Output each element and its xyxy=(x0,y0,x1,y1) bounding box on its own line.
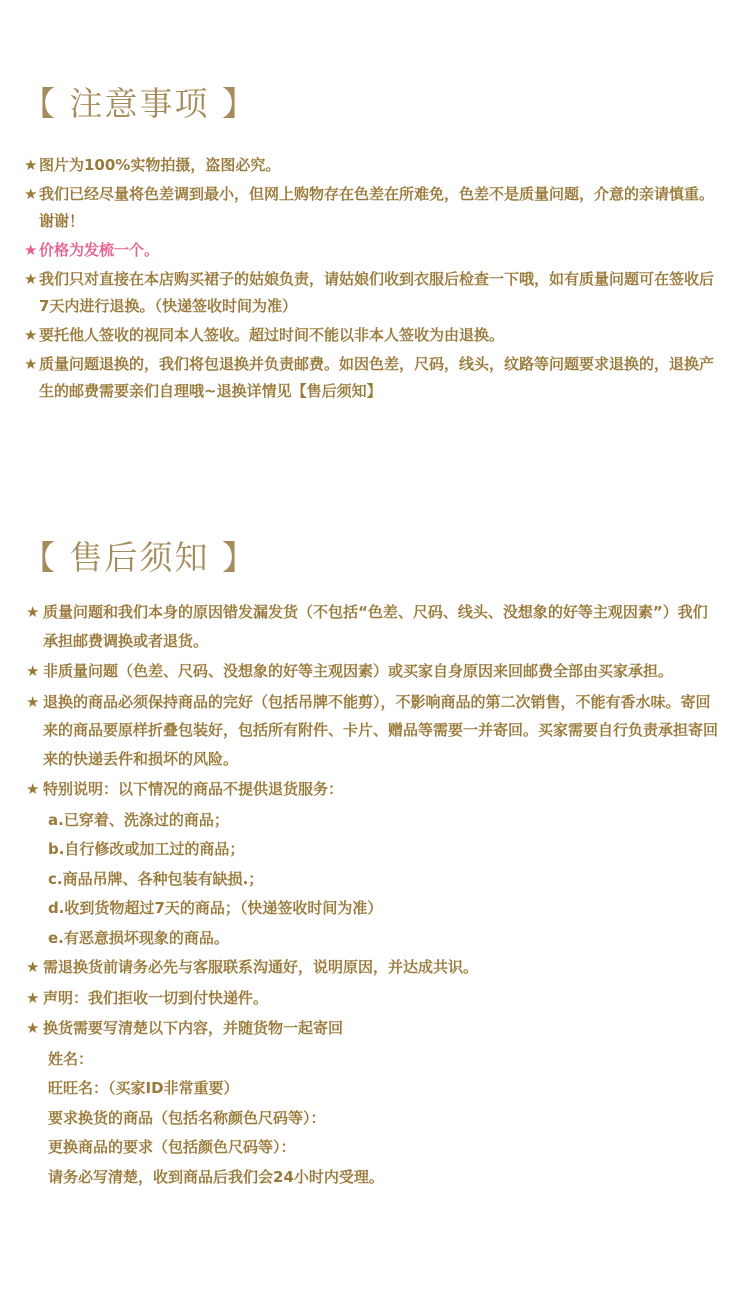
notice-list xyxy=(24,152,720,407)
aftersale-item: ★ 退换的商品必须保持商品的完好（包括吊牌不能剪），不影响商品的第二次销售，不能有香水味。寄回来的商品要原样折叠包装好，包括所有附件、卡片、赠品等需要一并寄回。买家需要自行负责承担寄回来的快递丢件和损坏的风险。 xyxy=(26,688,722,774)
condition-c: c.商品吊牌、各种包装有缺损.； xyxy=(48,869,264,888)
condition-a: a.已穿着、洗涤过的商品； xyxy=(48,810,229,829)
notice-item: ★ 我们已经尽量将色差调到最小，但网上购物存在色差在所难免，色差不是质量问题，介意的亲请慎重。谢谢！ xyxy=(24,181,720,235)
form-line-wangwang: 旺旺名：（买家ID非常重要） xyxy=(48,1079,239,1097)
aftersale-item: ★ 质量问题和我们本身的原因错发漏发货（不包括“色差、尺码、线头、没想象的好等主观因素”）我们承担邮费调换或者退货。 xyxy=(26,598,722,655)
notice-item: ★ 图片为100%实物拍摄，盗图必究。 xyxy=(24,152,720,179)
star-icon: ★ xyxy=(26,603,40,621)
condition-d: d.收到货物超过7天的商品；（快递签收时间为准） xyxy=(48,899,383,917)
aftersale-item: ★ 换货需要写清楚以下内容，并随货物一起寄回 xyxy=(26,1014,722,1043)
star-icon: ★ xyxy=(26,988,40,1007)
aftersale-item: ★ 非质量问题（色差、尺码、没想象的好等主观因素）或买家自身原因来回邮费全部由买家承担。 xyxy=(26,657,722,686)
condition-b: b.自行修改或加工过的商品； xyxy=(48,840,245,858)
star-icon: ★ xyxy=(24,326,38,344)
notice-item: ★ 要托他人签收的视同本人签收。超过时间不能以非本人签收为由退换。 xyxy=(24,322,720,349)
star-icon: ★ xyxy=(26,662,40,680)
star-icon: ★ xyxy=(24,270,38,288)
star-icon: ★ xyxy=(24,156,38,174)
aftersale-item: ★ 需退换货前请务必先与客服联系沟通好，说明原因，并达成共识。 xyxy=(26,953,722,982)
star-icon: ★ xyxy=(24,241,38,259)
notice-item: ★ 质量问题退换的，我们将包退换并负责邮费。如因色差，尺码，线头，纹路等问题要求退换的，退换产生的邮费需要亲们自理哦~退换详情见【售后须知】 xyxy=(24,351,720,405)
notice-item: ★ 我们只对直接在本店购买裙子的姑娘负责，请姑娘们收到衣服后检查一下哦，如有质量问题可在签收后7天内进行退换。（快递签收时间为准） xyxy=(24,266,720,320)
form-line-name: 姓名： xyxy=(48,1049,94,1068)
star-icon: ★ xyxy=(24,355,38,373)
form-line-product: 要求换货的商品（包括名称颜色尺码等）： xyxy=(48,1108,326,1127)
star-icon: ★ xyxy=(26,780,40,798)
aftersale-item: ★ 特别说明：以下情况的商品不提供退货服务： xyxy=(26,775,722,804)
star-icon: ★ xyxy=(26,958,40,976)
notice-item-price: ★ 价格为发梳一个。 xyxy=(24,237,720,264)
form-line-requirement: 更换商品的要求（包括颜色尺码等）： xyxy=(48,1138,296,1156)
aftersale-list xyxy=(26,598,722,1192)
star-icon: ★ xyxy=(24,185,38,203)
aftersale-title: 【 售后须知 】 xyxy=(22,538,257,577)
star-icon: ★ xyxy=(26,692,40,711)
aftersale-item: ★ 声明：我们拒收一切到付快递件。 xyxy=(26,984,722,1013)
form-line-note: 请务必写清楚，收到商品后我们会24小时内受理。 xyxy=(48,1167,384,1186)
condition-e: e.有恶意损坏现象的商品。 xyxy=(48,928,229,947)
notice-title: 【 注意事项 】 xyxy=(22,84,257,123)
star-icon: ★ xyxy=(26,1019,40,1037)
